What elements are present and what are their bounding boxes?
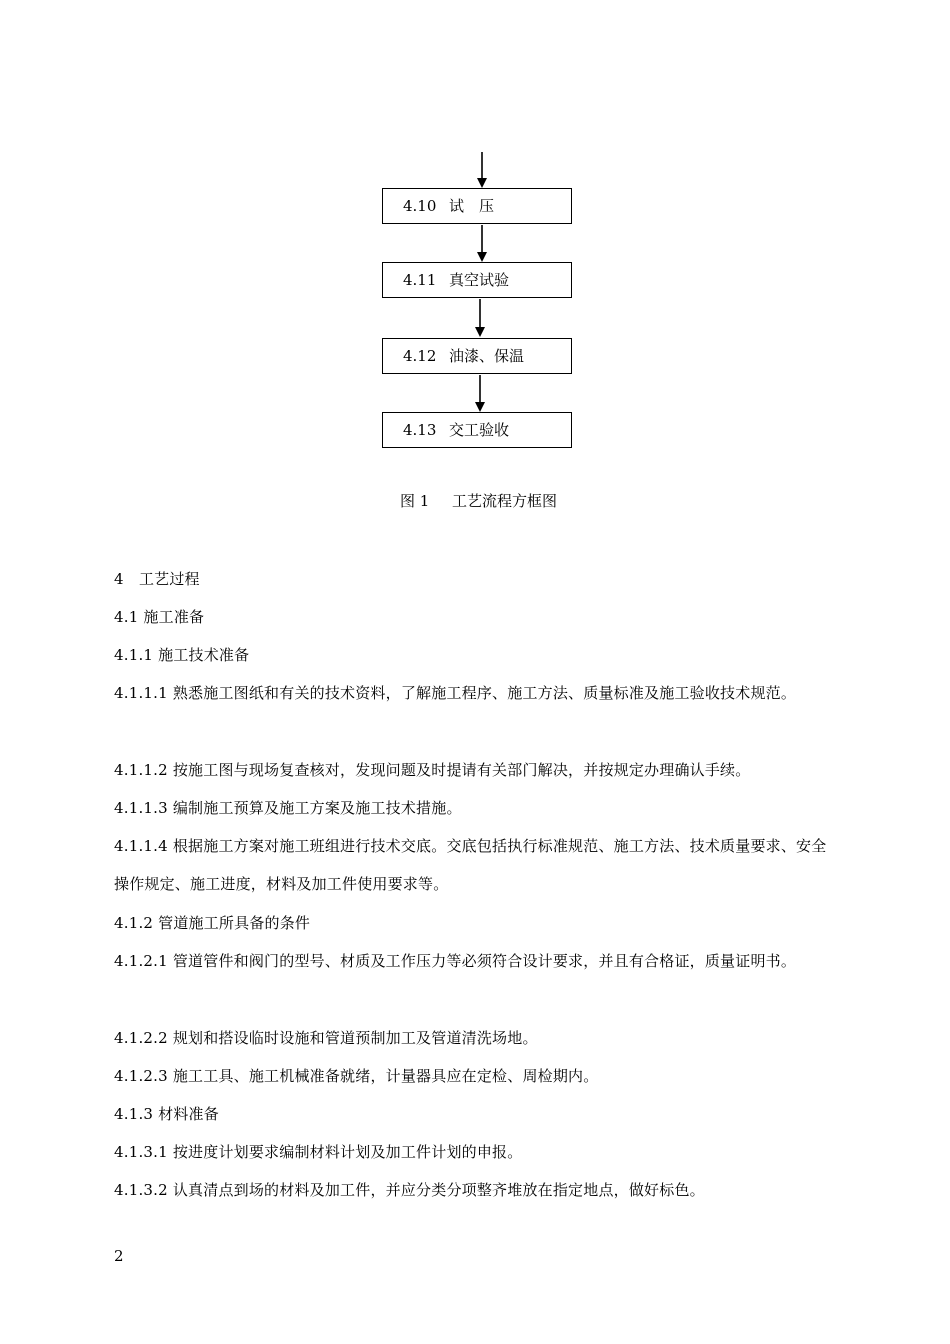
page-number: 2 [114, 1247, 124, 1265]
flow-step-4-11 [382, 262, 572, 298]
section-heading: 4 工艺过程 [114, 570, 200, 588]
figure-caption [400, 490, 557, 511]
body-paragraph: 4.1.1.4 根据施工方案对施工班组进行技术交底。交底包括执行标准规范、施工方法、技术质量要求、安全操作规定、施工进度，材料及加工件使用要求等。 [114, 837, 827, 893]
flow-arrow-top [476, 152, 488, 188]
flow-step-label: 试 压 [449, 197, 495, 215]
flow-step-label: 真空试验 [449, 271, 510, 289]
body-paragraph: 4.1.1.3 编制施工预算及施工方案及施工技术措施。 [114, 799, 462, 817]
flow-step-4-10 [382, 188, 572, 224]
body-paragraph: 4.1.1.1 熟悉施工图纸和有关的技术资料，了解施工程序、施工方法、质量标准及施工验收技术规范。 [114, 684, 797, 702]
flow-arrow-1 [476, 225, 488, 262]
flow-arrow-2 [474, 299, 486, 337]
body-paragraph: 4.1.3.1 按进度计划要求编制材料计划及加工件计划的申报。 [114, 1143, 523, 1161]
body-paragraph: 4.1.3.2 认真清点到场的材料及加工件，并应分类分项整齐堆放在指定地点，做好标色。 [114, 1181, 705, 1199]
flow-step-number: 4.11 [403, 271, 437, 289]
subsection-heading: 4.1 施工准备 [114, 608, 205, 626]
flow-step-4-12 [382, 338, 572, 374]
body-paragraph: 4.1.2.2 规划和搭设临时设施和管道预制加工及管道清洗场地。 [114, 1029, 538, 1047]
subsection-heading: 4.1.3 材料准备 [114, 1105, 219, 1123]
body-paragraph: 4.1.1.2 按施工图与现场复查核对，发现问题及时提请有关部门解决，并按规定办理确认手续。 [114, 761, 751, 779]
body-paragraph: 4.1.2.1 管道管件和阀门的型号、材质及工作压力等必须符合设计要求，并且有合格证，质量证明书。 [114, 952, 797, 970]
flow-step-4-13 [382, 412, 572, 448]
flow-step-number: 4.10 [403, 197, 437, 215]
figure-number: 图 1 [400, 492, 430, 510]
subsection-heading: 4.1.2 管道施工所具备的条件 [114, 914, 311, 932]
body-paragraph: 4.1.2.3 施工工具、施工机械准备就绪，计量器具应在定检、周检期内。 [114, 1067, 599, 1085]
subsection-heading: 4.1.1 施工技术准备 [114, 646, 250, 664]
flow-step-number: 4.13 [403, 421, 437, 439]
flow-step-label: 交工验收 [449, 421, 510, 439]
figure-title: 工艺流程方框图 [452, 492, 558, 510]
flow-arrow-3 [474, 375, 486, 412]
flow-step-label: 油漆、保温 [449, 347, 525, 365]
flow-step-number: 4.12 [403, 347, 437, 365]
